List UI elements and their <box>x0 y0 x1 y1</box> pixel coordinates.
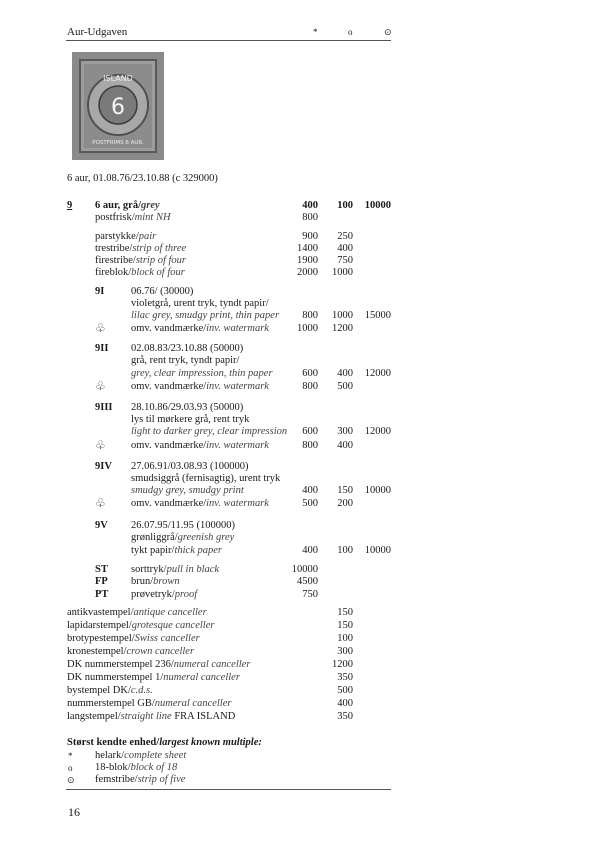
mint-price: 2000 <box>297 267 318 278</box>
list-item: parstykke/pair <box>95 231 157 242</box>
stamp-numeral: 6 <box>111 95 125 120</box>
used-price: 400 <box>337 368 353 379</box>
canceller-row: nummerstempel GB/numeral canceller <box>67 698 232 709</box>
canceller-row: antikvastempel/antique canceller <box>67 607 207 618</box>
subtype-code: 9IV <box>95 461 112 472</box>
cover-symbol: ⊙ <box>384 27 392 37</box>
mint-price: 1900 <box>297 255 318 266</box>
used-price: 1000 <box>332 267 353 278</box>
subtype-code: 9III <box>95 402 113 413</box>
used-price: 500 <box>337 685 353 696</box>
canceller-row: DK nummerstempel 236/numeral canceller <box>67 659 251 670</box>
used-price: 200 <box>337 498 353 509</box>
stamp-image <box>72 52 164 160</box>
used-price: 100 <box>337 200 353 211</box>
cover-symbol: ⊙ <box>67 775 75 785</box>
subtype-description-en: light to darker grey, clear impression <box>131 426 288 437</box>
mint-price: 600 <box>302 426 318 437</box>
watermark-variety: omv. vandmærke/inv. watermark <box>131 440 269 451</box>
canceller-row: brotypestempel/Swiss canceller <box>67 633 200 644</box>
list-item: postfrisk/mint NH <box>95 212 171 223</box>
catalogue-number: 9 <box>67 200 73 211</box>
subtype-description: violetgrå, urent tryk, tyndt papir/ <box>131 298 269 309</box>
canceller-row: DK nummerstempel 1/numeral canceller <box>67 672 240 683</box>
list-item: fireblok/block of four <box>95 267 185 278</box>
cover-price: 12000 <box>364 368 391 379</box>
proof-code: FP <box>95 576 108 587</box>
mint-price: 600 <box>302 368 318 379</box>
mint-price: 500 <box>302 498 318 509</box>
mint-price: 1000 <box>297 323 318 334</box>
used-price: 750 <box>337 255 353 266</box>
used-price: 1200 <box>332 323 353 334</box>
stamp-top-text: ISLAND <box>103 74 133 83</box>
subtype-description-en: grey, clear impression, thin paper <box>131 368 273 379</box>
list-item: firestribe/strip of four <box>95 255 187 266</box>
subtype-description: lys til mørkere grå, rent tryk <box>131 414 250 425</box>
used-price: 300 <box>337 646 353 657</box>
mint-price: 400 <box>302 200 318 211</box>
largest-multiple-heading: Størst kendte enhed/largest known multiple: <box>67 737 262 748</box>
watermark-variety: omv. vandmærke/inv. watermark <box>131 498 269 509</box>
used-symbol: o <box>68 763 73 773</box>
list-item: femstribe/strip of five <box>95 774 186 785</box>
header-rule <box>66 40 391 41</box>
used-price: 400 <box>337 440 353 451</box>
subtype-date: 28.10.86/29.03.93 (50000) <box>131 402 244 413</box>
cover-price: 10000 <box>364 200 391 211</box>
canceller-row: langstempel/straight line FRA ISLAND <box>67 711 236 722</box>
watermark-variety: omv. vandmærke/inv. watermark <box>131 323 269 334</box>
canceller-row: kronestempel/crown canceller <box>67 646 195 657</box>
subtype-description-en: smudgy grey, smudgy print <box>131 485 244 496</box>
used-price: 1200 <box>332 659 353 670</box>
mint-symbol: * <box>313 27 318 37</box>
running-header: Aur-Udgaven <box>67 26 128 38</box>
used-price: 150 <box>337 620 353 631</box>
subtype-code: 9II <box>95 343 109 354</box>
mint-price: 750 <box>302 589 318 600</box>
crown-watermark-icon: ♧ <box>95 496 106 510</box>
used-price: 400 <box>337 698 353 709</box>
mint-price: 900 <box>302 231 318 242</box>
used-price: 250 <box>337 231 353 242</box>
proof-description: brun/brown <box>131 576 180 587</box>
mint-price: 800 <box>302 440 318 451</box>
page-number: 16 <box>68 805 80 819</box>
cover-price: 10000 <box>364 485 391 496</box>
cover-price: 10000 <box>364 545 391 556</box>
list-item: 18-blok/block of 18 <box>95 762 178 773</box>
footer-rule <box>66 789 391 790</box>
used-price: 150 <box>337 485 353 496</box>
used-price: 350 <box>337 711 353 722</box>
mint-price: 1400 <box>297 243 318 254</box>
used-price: 500 <box>337 381 353 392</box>
mint-price: 4500 <box>297 576 318 587</box>
used-price: 350 <box>337 672 353 683</box>
proof-code: PT <box>95 589 109 600</box>
stamp-bottom-text: POSTFRIMS 6 AUR. <box>92 140 144 146</box>
subtype-description-en: lilac grey, smudgy print, thin paper <box>131 310 280 321</box>
canceller-row: bystempel DK/c.d.s. <box>67 685 153 696</box>
subtype-code: 9V <box>95 520 108 531</box>
subtype-description: grønliggrå/greenish grey <box>131 532 235 543</box>
mint-symbol: * <box>68 751 73 761</box>
subtype-date: 02.08.83/23.10.88 (50000) <box>131 343 244 354</box>
crown-watermark-icon: ♧ <box>95 438 106 452</box>
subtype-description: grå, rent tryk, tyndt papir/ <box>131 355 240 366</box>
mint-price: 800 <box>302 310 318 321</box>
proof-description: prøvetryk/proof <box>131 589 198 600</box>
watermark-variety: omv. vandmærke/inv. watermark <box>131 381 269 392</box>
mint-price: 800 <box>302 381 318 392</box>
list-item: trestribe/strip of three <box>95 243 187 254</box>
proof-description: sorttryk/pull in black <box>131 564 220 575</box>
used-price: 400 <box>337 243 353 254</box>
subtype-date: 26.07.95/11.95 (100000) <box>131 520 236 531</box>
mint-price: 400 <box>302 485 318 496</box>
cover-price: 15000 <box>364 310 391 321</box>
mint-price: 10000 <box>291 564 318 575</box>
used-price: 1000 <box>332 310 353 321</box>
used-symbol: o <box>348 27 353 37</box>
subtype-paper: tykt papir/thick paper <box>131 545 222 556</box>
subtype-description: smudsiggrå (fernisagtig), urent tryk <box>131 473 281 484</box>
used-price: 300 <box>337 426 353 437</box>
used-price: 100 <box>337 633 353 644</box>
used-price: 150 <box>337 607 353 618</box>
subtype-date: 27.06.91/03.08.93 (100000) <box>131 461 249 472</box>
used-price: 100 <box>337 545 353 556</box>
list-item: helark/complete sheet <box>95 750 187 761</box>
mint-price: 400 <box>302 545 318 556</box>
canceller-row: lapidarstempel/grotesque canceller <box>67 620 215 631</box>
crown-watermark-icon: ♧ <box>95 321 106 335</box>
mint-price: 800 <box>302 212 318 223</box>
issue-line: 6 aur, 01.08.76/23.10.88 (c 329000) <box>67 173 218 184</box>
subtype-code: 9I <box>95 286 105 297</box>
cover-price: 12000 <box>364 426 391 437</box>
crown-watermark-icon: ♧ <box>95 379 106 393</box>
proof-code: ST <box>95 564 108 575</box>
main-entry-title: 6 aur, grå/grey <box>95 200 160 211</box>
subtype-date: 06.76/ (30000) <box>131 286 194 297</box>
